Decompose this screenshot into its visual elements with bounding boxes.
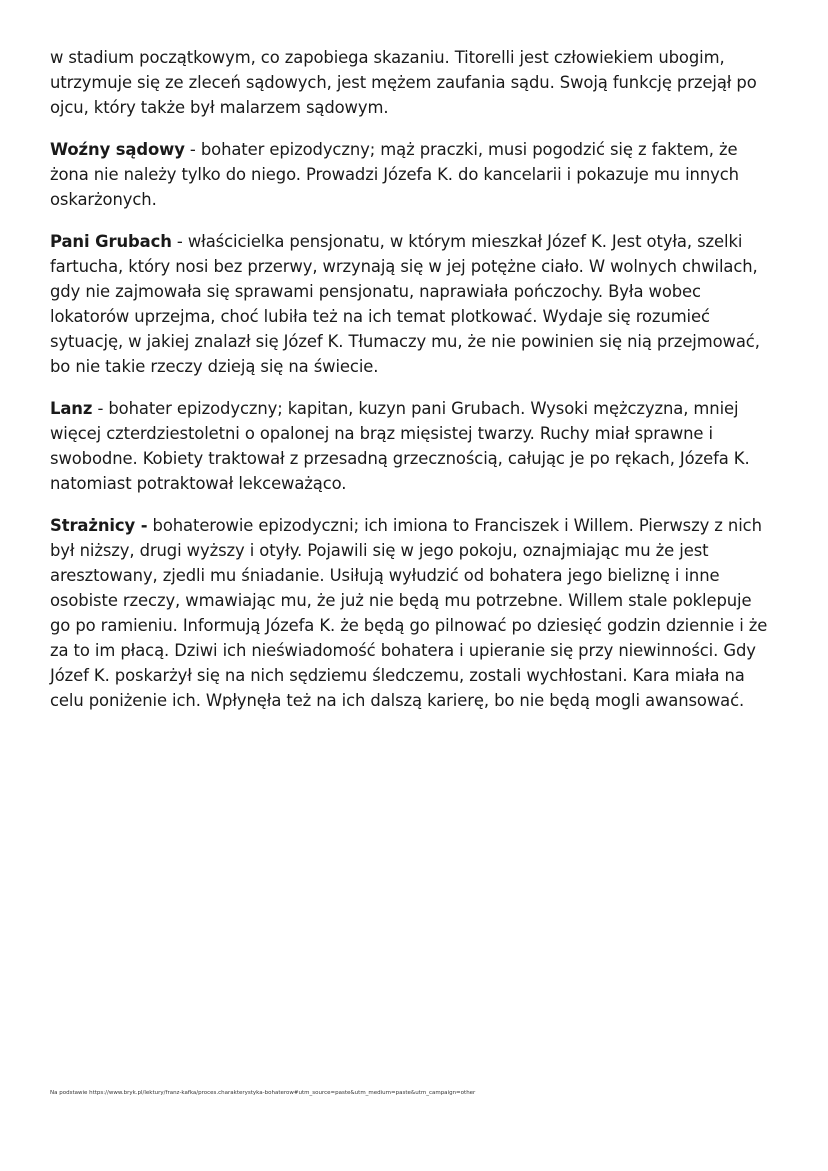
paragraph-pani-grubach [50, 229, 775, 379]
character-term: Lanz [50, 399, 93, 418]
character-term: Strażnicy - [50, 516, 148, 535]
source-footer: Na podstawie https://www.bryk.pl/lektury/franz-kafka/proces.charakterystyka-bohaterow#utm_source=paste&utm_medium=paste&utm_campaign=other [50, 1090, 476, 1096]
character-term: Woźny sądowy [50, 140, 185, 159]
document-body [50, 45, 775, 730]
character-description: - bohater epizodyczny; kapitan, kuzyn pani Grubach. Wysoki mężczyzna, mniej więcej czterdziestoletni o opalonej na brąz mięsistej twarzy. Ruchy miał sprawne i swobodne. Kobiety traktował z przesadną grzecznością, całując je po rękach, Józefa K. natomiast potraktował lekceważąco. [50, 399, 750, 493]
character-description: - właścicielka pensjonatu, w którym mieszkał Józef K. Jest otyła, szelki fartucha, który nosi bez przerwy, wrzynają się w jej potężne ciało. W wolnych chwilach, gdy nie zajmowała się sprawami pensjonatu, naprawiała pończochy. Była wobec lokatorów uprzejma, choć lubiła też na ich temat plotkować. Wydaje się rozumieć sytuację, w jakiej znalazł się Józef K. Tłumaczy mu, że nie powinien się nią przejmować, bo nie takie rzeczy dzieją się na świecie. [50, 232, 760, 376]
character-description: bohaterowie epizodyczni; ich imiona to Franciszek i Willem. Pierwszy z nich był niższy, drugi wyższy i otyły. Pojawili się w jego pokoju, oznajmiając mu że jest aresztowany, zjedli mu śniadanie. Usiłują wyłudzić od bohatera jego bieliznę i inne osobiste rzeczy, wmawiając mu, że już nie będą mu potrzebne. Willem stale poklepuje go po ramieniu. Informują Józefa K. że będą go pilnować po dziesięć godzin dziennie i że za to im płacą. Dziwi ich nieświadomość bohatera i upieranie się przy niewinności. Gdy Józef K. poskarżył się na nich sędziemu śledczemu, zostali wychłostani. Kara miała na celu poniżenie ich. Wpłynęła też na ich dalszą karierę, bo nie będą mogli awansować. [50, 516, 768, 710]
paragraph-wozny-sadowy [50, 137, 775, 212]
character-description: w stadium początkowym, co zapobiega skazaniu. Titorelli jest człowiekiem ubogim, utrzymuje się ze zleceń sądowych, jest mężem zaufania sądu. Swoją funkcję przejął po ojcu, który także był malarzem sądowym. [50, 48, 757, 117]
character-term: Pani Grubach [50, 232, 172, 251]
paragraph-titorelli-continued [50, 45, 775, 120]
character-description: - bohater epizodyczny; mąż praczki, musi pogodzić się z faktem, że żona nie należy tylko do niego. Prowadzi Józefa K. do kancelarii i pokazuje mu innych oskarżonych. [50, 140, 739, 209]
paragraph-lanz [50, 396, 775, 496]
paragraph-straznicy [50, 513, 775, 713]
